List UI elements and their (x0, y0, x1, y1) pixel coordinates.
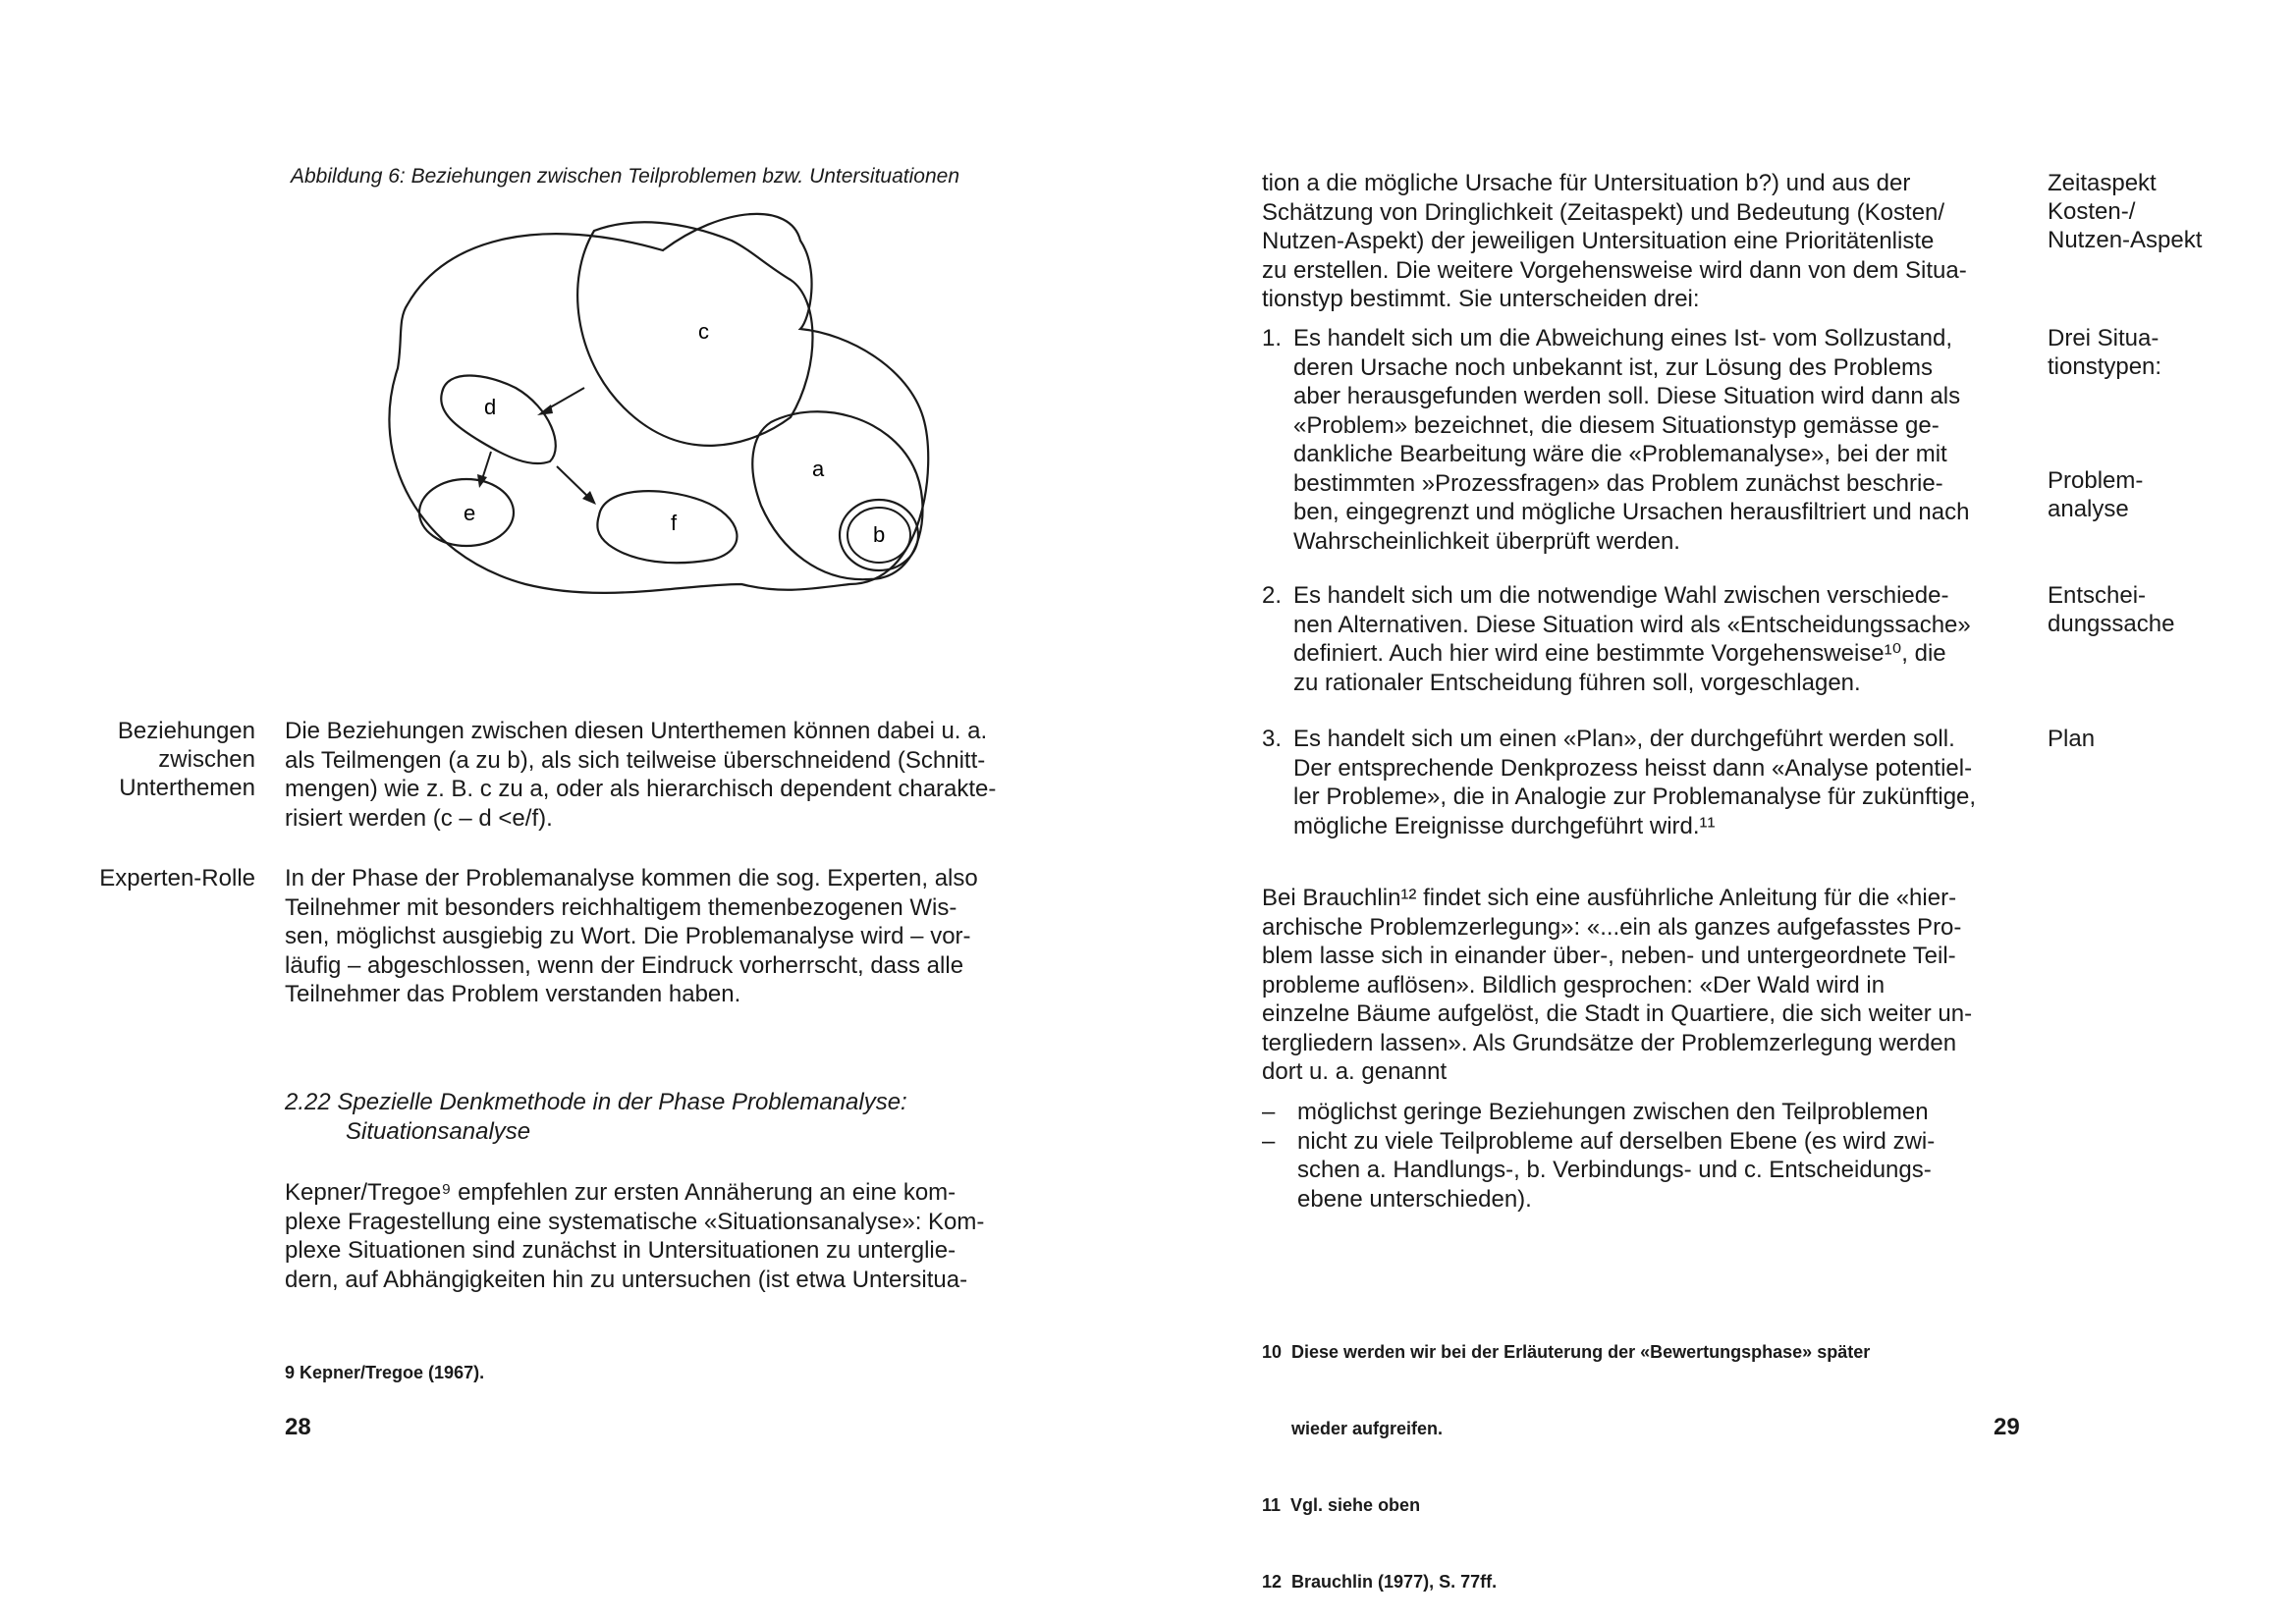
text-line: Bei Brauchlin¹² findet sich eine ausführliche Anleitung für die «hier- (1262, 885, 1957, 911)
dash-item-1 (1262, 1098, 2018, 1127)
text-line: plexe Fragestellung eine systematische «Situationsanalyse»: Kom- (285, 1208, 985, 1235)
dash-bullet: – (1262, 1127, 1276, 1155)
text-line: Es handelt sich um einen «Plan», der durchgeführt werden soll. (1293, 726, 1955, 752)
text-line: zu erstellen. Die weitere Vorgehensweise wird dann von dem Situa- (1262, 256, 1967, 284)
region-c (577, 222, 812, 446)
text-line: tion a die mögliche Ursache für Untersituation b?) und aus der (1262, 170, 1911, 196)
relationship-diagram (388, 211, 957, 614)
paragraph-relations (285, 717, 1046, 833)
margin-note-plan: Plan (2048, 726, 2096, 752)
footnote-9: 9 Kepner/Tregoe (1967). (285, 1363, 485, 1382)
text-line: mengen) wie z. B. c zu a, oder als hierarchisch dependent charakte- (285, 776, 997, 802)
text-line: Kepner/Tregoe⁹ empfehlen zur ersten Annäherung an eine kom- (285, 1179, 957, 1206)
figure-caption: Abbildung 6: Beziehungen zwischen Teilproblemen bzw. Untersituationen (291, 165, 959, 188)
dash-bullet: – (1262, 1099, 1276, 1125)
text-line: Die Beziehungen zwischen diesen Unterthemen können dabei u. a. (285, 718, 988, 744)
dash-list (1262, 1098, 2018, 1214)
list-item-1 (1262, 324, 2018, 556)
text-line: bestimmten »Prozessfragen» das Problem zunächst beschrie- (1293, 469, 1943, 497)
margin-line: Entschei- (2048, 582, 2147, 609)
text-line: nen Alternativen. Diese Situation wird als «Entscheidungssache» (1293, 611, 1971, 638)
text-line: Teilnehmer mit besonders reichhaltigem themenbezogenen Wis- (285, 893, 957, 921)
label-f: f (671, 511, 678, 535)
text-line: mögliche Ereignisse durchgeführt wird.¹¹ (1293, 812, 1716, 839)
text-line: probleme auflösen». Bildlich gesprochen: «Der Wald wird in (1262, 971, 1886, 999)
footnote-line: wieder aufgreifen. (1262, 1419, 1444, 1438)
list-number: 3. (1262, 726, 1283, 752)
text-line: Wahrscheinlichkeit überprüft werden. (1293, 527, 1680, 555)
margin-line: Beziehungen (117, 718, 255, 744)
paragraph-experts (285, 864, 1046, 1009)
margin-line: Problem- (2048, 467, 2144, 494)
text-line: archische Problemzerlegung»: «...ein als ganzes aufgefasstes Pro- (1262, 913, 1962, 941)
text-line: ben, eingegrenzt und mögliche Ursachen herausfiltriert und nach (1293, 499, 1970, 525)
margin-line: Drei Situa- (2048, 325, 2159, 351)
text-line: ler Probleme», die in Analogie zur Problemanalyse für zukünftige, (1293, 783, 1977, 810)
dash-item-2 (1262, 1127, 2018, 1215)
text-line: risiert werden (c – d <e/f). (285, 804, 553, 832)
text-line: ebene unterschieden). (1297, 1185, 1532, 1213)
text-line: dankliche Bearbeitung wäre die «Problemanalyse», bei der mit (1293, 441, 1947, 467)
text-line: Der entsprechende Denkprozess heisst dann «Analyse potentiel- (1293, 754, 1973, 782)
paragraph-brauchlin (1262, 884, 2018, 1087)
text-line: zu rationaler Entscheidung führen soll, vorgeschlagen. (1293, 669, 1861, 696)
text-line: Nutzen-Aspekt) der jeweiligen Untersituation eine Prioritätenliste (1262, 228, 1935, 254)
text-line: Teilnehmer das Problem verstanden haben. (285, 981, 741, 1007)
list-number: 2. (1262, 582, 1283, 609)
text-line: sen, möglichst ausgiebig zu Wort. Die Problemanalyse wird – vor- (285, 923, 971, 949)
paragraph-intro (1262, 169, 2018, 314)
footnotes-right (1262, 1288, 1870, 1620)
text-line: Es handelt sich um die Abweichung eines Ist- vom Sollzustand, (1293, 325, 1953, 351)
margin-note-time (2048, 169, 2244, 254)
footnote-line: 10 Diese werden wir bei der Erläuterung der «Bewertungsphase» später (1262, 1342, 1871, 1362)
label-a: a (812, 457, 825, 481)
text-line: dort u. a. genannt (1262, 1058, 1448, 1085)
margin-line: dungssache (2048, 611, 2175, 637)
text-line: Schätzung von Dringlichkeit (Zeitaspekt) und Bedeutung (Kosten/ (1262, 198, 1945, 226)
margin-note-experts: Experten-Rolle (99, 865, 255, 891)
text-line: definiert. Auch hier wird eine bestimmte Vorgehensweise¹⁰, die (1293, 640, 1946, 667)
margin-line: Kosten-/ (2048, 198, 2136, 225)
text-line: deren Ursache noch unbekannt ist, zur Lösung des Problems (1293, 353, 1934, 381)
margin-note-problem-analysis (2048, 466, 2244, 523)
text-line: schen a. Handlungs-, b. Verbindungs- und c. Entscheidungs- (1297, 1157, 1932, 1183)
margin-note-relations (59, 717, 255, 802)
text-line: In der Phase der Problemanalyse kommen die sog. Experten, also (285, 865, 978, 891)
region-a (752, 411, 922, 579)
text-line: tergliedern lassen». Als Grundsätze der Problemzerlegung werden (1262, 1029, 1957, 1056)
margin-line: tionstypen: (2048, 353, 2162, 380)
page-number-left: 28 (285, 1414, 311, 1440)
region-d (441, 376, 556, 464)
text-line: möglichst geringe Beziehungen zwischen den Teilproblemen (1297, 1099, 1929, 1125)
text-line: nicht zu viele Teilprobleme auf derselben Ebene (es wird zwi- (1297, 1127, 1936, 1155)
margin-note-decision (2048, 581, 2244, 638)
page-number-right: 29 (1994, 1414, 2020, 1440)
region-f (597, 491, 737, 563)
text-line: dern, auf Abhängigkeiten hin zu untersuchen (ist etwa Untersitua- (285, 1266, 968, 1293)
margin-note-three-types (2048, 324, 2244, 381)
text-line: tionstyp bestimmt. Sie unterscheiden drei: (1262, 286, 1700, 312)
text-line: als Teilmengen (a zu b), als sich teilweise überschneidend (Schnitt- (285, 746, 986, 774)
text-line: blem lasse sich in einander über-, neben- und untergeordnete Teil- (1262, 943, 1956, 969)
margin-line: Zeitaspekt (2048, 170, 2157, 196)
text-line: Es handelt sich um die notwendige Wahl zwischen verschiede- (1293, 582, 1949, 609)
text-line: aber herausgefunden werden soll. Diese Situation wird dann als (1293, 383, 1961, 409)
label-b: b (873, 522, 886, 547)
margin-line: analyse (2048, 496, 2129, 522)
list-number: 1. (1262, 325, 1283, 351)
label-c: c (698, 319, 709, 344)
text-line: plexe Situationen sind zunächst in Untersituationen zu unterglie- (285, 1237, 957, 1264)
label-d: d (484, 395, 497, 419)
margin-line: zwischen (158, 746, 255, 773)
margin-line: Nutzen-Aspekt (2048, 227, 2203, 253)
paragraph-kepner (285, 1178, 1046, 1294)
text-line: läufig – abgeschlossen, wenn der Eindruck vorherrscht, dass alle (285, 951, 964, 979)
heading-line: Situationsanalyse (346, 1118, 531, 1145)
list-item-3 (1262, 725, 2018, 840)
footnote-line: 12 Brauchlin (1977), S. 77ff. (1262, 1572, 1498, 1592)
text-line: einzelne Bäume aufgelöst, die Stadt in Quartiere, die sich weiter un- (1262, 1000, 1973, 1027)
margin-line: Unterthemen (119, 775, 255, 801)
footnote-line: 11 Vgl. siehe oben (1262, 1495, 1421, 1515)
label-e: e (464, 501, 476, 525)
list-item-2 (1262, 581, 2018, 697)
text-line: «Problem» bezeichnet, die diesem Situationstyp gemässe ge- (1293, 411, 1940, 439)
section-heading (285, 1088, 1046, 1147)
heading-line: 2.22 Spezielle Denkmethode in der Phase Problemanalyse: (285, 1089, 907, 1115)
